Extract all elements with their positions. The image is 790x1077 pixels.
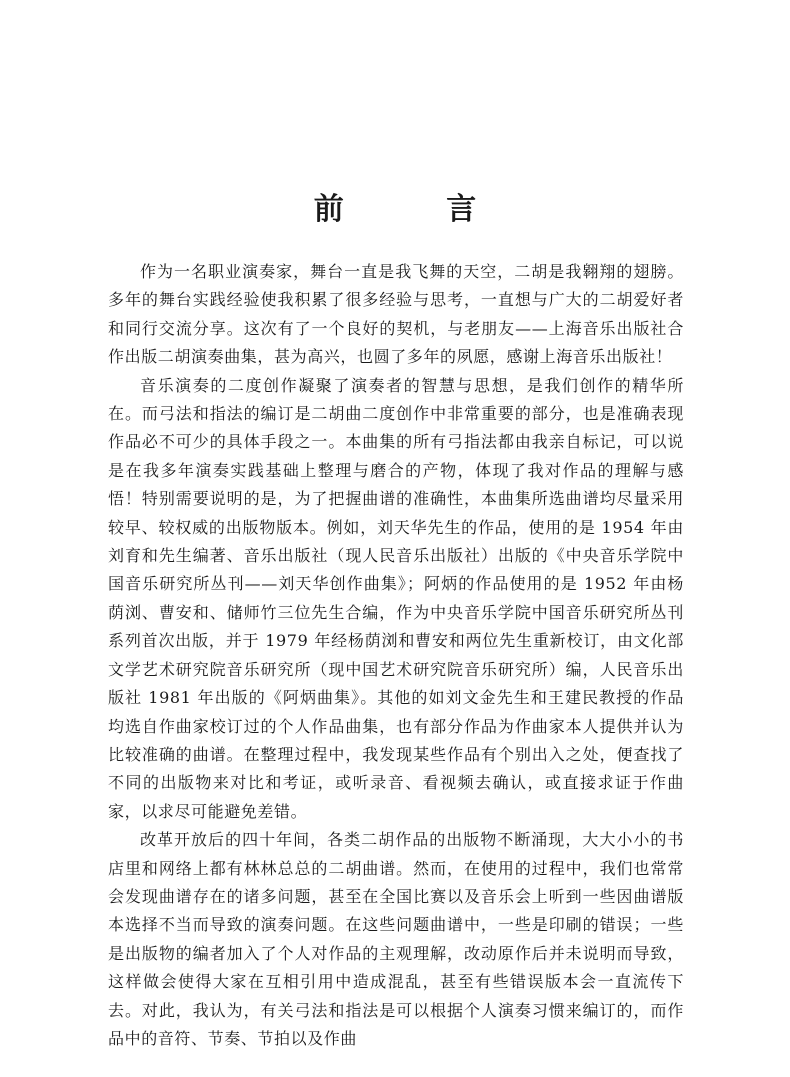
paragraph-2: 音乐演奏的二度创作凝聚了演奏者的智慧与思想，是我们创作的精华所在。而弓法和指法的编订是二胡曲二度创作中非常重要的部分，也是准确表现作品必不可少的具体手段之一。本曲集的所有弓指法都由我亲自标记，可以说是在我多年演奏实践基础上整理与磨合的产物，体现了我对作品的理解与感悟！特别需要说明的是，为了把握曲谱的准确性，本曲集所选曲谱均尽量采用较早、较权威的出版物版本。例如，刘天华先生的作品，使用的是 1954 年由刘育和先生编著、音乐出版社（现人民音乐出版社）出版的《中央音乐学院中国音乐研究所丛刊——刘天华创作曲集》；阿炳的作品使用的是 1952 年由杨荫浏、曹安和、储师竹三位先生合编，作为中央音乐学院中国音乐研究所丛刊系列首次出版，并于 1979 年经杨荫浏和曹安和两位先生重新校订，由文化部文学艺术研究院音乐研究所（现中国艺术研究院音乐研究所）编，人民音乐出版社 1981 年出版的《阿炳曲集》。其他的如刘文金先生和王建民教授的作品均选自作曲家校订过的个人作品曲集，也有部分作品为作曲家本人提供并认为比较准确的曲谱。在整理过程中，我发现某些作品有个别出入之处，便查找了不同的出版物来对比和考证，或听录音、看视频去确认，或直接求证于作曲家，以求尽可能避免差错。 <box>108 375 684 821</box>
page-title: 前 言 <box>313 192 523 227</box>
body-text <box>108 258 684 1053</box>
paragraph-1: 作为一名职业演奏家，舞台一直是我飞舞的天空，二胡是我翱翔的翅膀。多年的舞台实践经验使我积累了很多经验与思考，一直想与广大的二胡爱好者和同行交流分享。这次有了一个良好的契机，与老朋友——上海音乐出版社合作出版二胡演奏曲集，甚为高兴，也圆了多年的夙愿，感谢上海音乐出版社！ <box>108 262 684 367</box>
paragraph-3: 改革开放后的四十年间，各类二胡作品的出版物不断涌现，大大小小的书店里和网络上都有林林总总的二胡曲谱。然而，在使用的过程中，我们也常常会发现曲谱存在的诸多问题，甚至在全国比赛以及音乐会上听到一些因曲谱版本选择不当而导致的演奏问题。在这些问题曲谱中，一些是印刷的错误；一些是出版物的编者加入了个人对作品的主观理解，改动原作后并未说明而导致，这样做会使得大家在互相引用中造成混乱，甚至有些错误版本会一直流传下去。对此，我认为，有关弓法和指法是可以根据个人演奏习惯来编订的，而作品中的音符、节奏、节拍以及作曲 <box>108 830 684 1048</box>
